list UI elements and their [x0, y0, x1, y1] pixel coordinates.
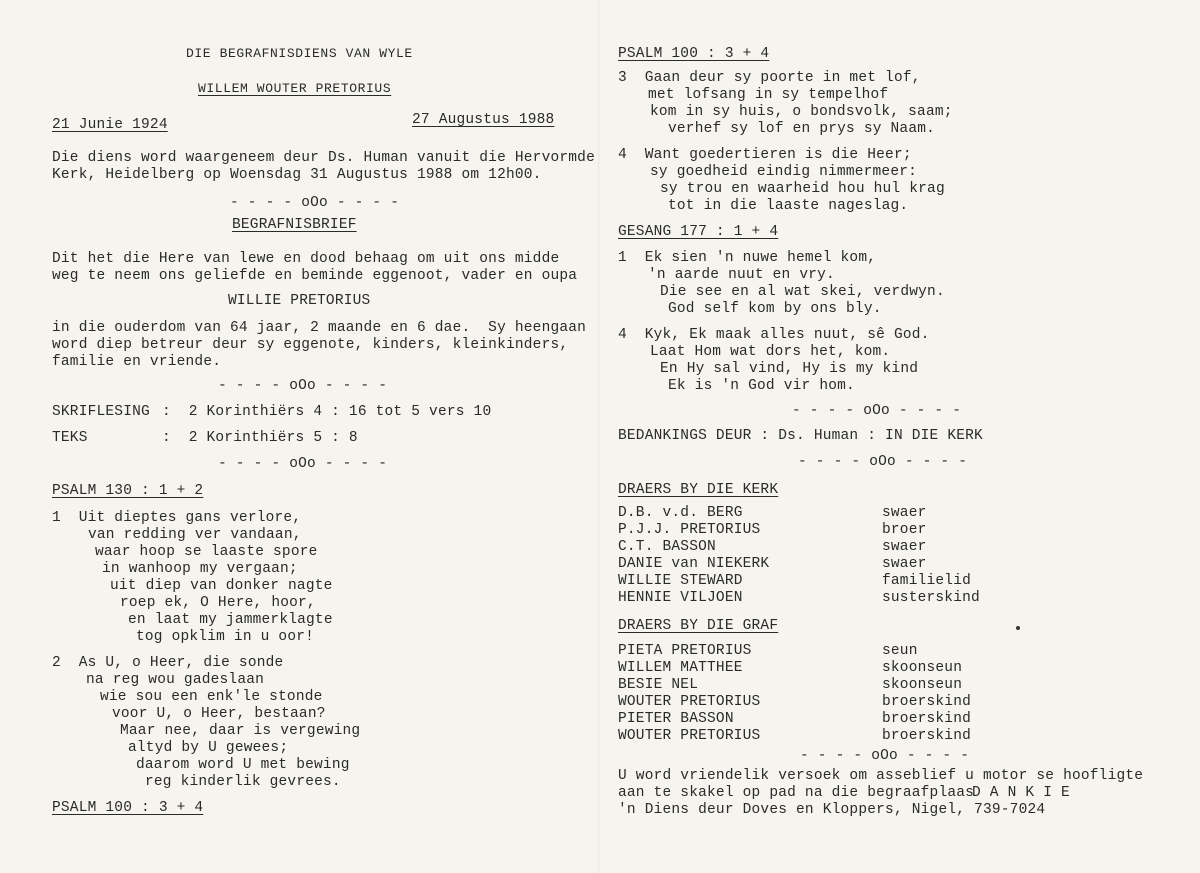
verse-line: God self kom by ons bly.: [668, 301, 882, 317]
bearer-name: PIETER BASSON: [618, 711, 734, 727]
bearer-relation: broerskind: [882, 711, 972, 727]
verse-line: En Hy sal vind, Hy is my kind: [660, 361, 919, 377]
verse-line: wie sou een enk'le stonde: [100, 689, 323, 705]
common-name: WILLIE PRETORIUS: [228, 293, 371, 309]
letter-line-2: weg te neem ons geliefde en beminde eggenoot, vader en oupa: [52, 268, 578, 284]
verse-line: Die see en al wat skei, verdwyn.: [660, 284, 945, 300]
closing-line-1: U word vriendelik versoek om asseblief u motor se hoofligte: [618, 768, 1144, 784]
verse-line: altyd by U gewees;: [128, 740, 289, 756]
verse-line: roep ek, O Here, hoor,: [120, 595, 316, 611]
verse-line: verhef sy lof en prys sy Naam.: [668, 121, 936, 137]
bearer-name: C.T. BASSON: [618, 539, 716, 555]
bearer-relation: swaer: [882, 505, 927, 521]
service-line-2: Kerk, Heidelberg op Woensdag 31 Augustus 1988 om 12h00.: [52, 167, 542, 183]
verse-line: na reg wou gadeslaan: [86, 672, 265, 688]
bearer-name: WILLEM MATTHEE: [618, 660, 743, 676]
verse-line: uit diep van donker nagte: [110, 578, 333, 594]
bearer-relation: seun: [882, 643, 918, 659]
verse-line: met lofsang in sy tempelhof: [648, 87, 889, 103]
verse-line: sy goedheid eindig nimmermeer:: [650, 164, 918, 180]
verse-line: waar hoop se laaste spore: [95, 544, 318, 560]
reading-value: : 2 Korinthiërs 4 : 16 tot 5 vers 10: [162, 404, 492, 420]
verse-line: Ek is 'n God vir hom.: [668, 378, 855, 394]
verse-line: voor U, o Heer, bestaan?: [112, 706, 326, 722]
closing-line-3: 'n Diens deur Doves en Kloppers, Nigel, 739-7024: [618, 802, 1046, 818]
verse-line: 4 Want goedertieren is die Heer;: [618, 147, 912, 163]
separator: - - - - oOo - - - -: [800, 748, 970, 764]
separator: - - - - oOo - - - -: [230, 195, 400, 211]
page-fold: [598, 0, 600, 873]
psalm-100-footer: PSALM 100 : 3 + 4: [52, 800, 204, 816]
bearer-relation: broerskind: [882, 694, 972, 710]
death-date: 27 Augustus 1988: [412, 112, 555, 128]
bearer-name: WILLIE STEWARD: [618, 573, 743, 589]
church-bearers-title: DRAERS BY DIE KERK: [618, 482, 779, 498]
service-line-1: Die diens word waargeneem deur Ds. Human vanuit die Hervormde: [52, 150, 595, 166]
verse-line: 1 Ek sien 'n nuwe hemel kom,: [618, 250, 877, 266]
verse-line: 2 As U, o Heer, die sonde: [52, 655, 284, 671]
verse-line: van redding ver vandaan,: [88, 527, 302, 543]
psalm-130-title: PSALM 130 : 1 + 2: [52, 483, 204, 499]
verse-line: 'n aarde nuut en vry.: [648, 267, 835, 283]
thanks-word: D A N K I E: [972, 785, 1070, 801]
bearer-name: HENNIE VILJOEN: [618, 590, 743, 606]
verse-line: in wanhoop my vergaan;: [102, 561, 298, 577]
bearer-relation: skoonseun: [882, 677, 963, 693]
text-label: TEKS: [52, 430, 88, 446]
thanks-line: BEDANKINGS DEUR : Ds. Human : IN DIE KERK: [618, 428, 983, 444]
verse-line: en laat my jammerklagte: [128, 612, 333, 628]
verse-line: 4 Kyk, Ek maak alles nuut, sê God.: [618, 327, 930, 343]
grave-bearers-title: DRAERS BY DIE GRAF: [618, 618, 779, 634]
separator: - - - - oOo - - - -: [798, 454, 968, 470]
verse-line: daarom word U met bewing: [136, 757, 350, 773]
age-line-3: familie en vriende.: [52, 354, 222, 370]
bearer-name: WOUTER PRETORIUS: [618, 728, 761, 744]
bearer-relation: broerskind: [882, 728, 972, 744]
ink-spot: [1016, 626, 1020, 630]
verse-line: 1 Uit dieptes gans verlore,: [52, 510, 302, 526]
bearer-relation: swaer: [882, 539, 927, 555]
bearer-relation: broer: [882, 522, 927, 538]
bearer-name: DANIE van NIEKERK: [618, 556, 770, 572]
birth-date: 21 Junie 1924: [52, 117, 168, 133]
age-line-2: word diep betreur deur sy eggenote, kinders, kleinkinders,: [52, 337, 569, 353]
age-line-1: in die ouderdom van 64 jaar, 2 maande en 6 dae. Sy heengaan: [52, 320, 587, 336]
bearer-name: P.J.J. PRETORIUS: [618, 522, 761, 538]
verse-line: sy trou en waarheid hou hul krag: [660, 181, 945, 197]
bearer-name: WOUTER PRETORIUS: [618, 694, 761, 710]
closing-line-2: aan te skakel op pad na die begraafplaas: [618, 785, 975, 801]
psalm-100-title: PSALM 100 : 3 + 4: [618, 46, 770, 62]
separator: - - - - oOo - - - -: [218, 456, 388, 472]
bearer-relation: skoonseun: [882, 660, 963, 676]
verse-line: kom in sy huis, o bondsvolk, saam;: [650, 104, 953, 120]
separator: - - - - oOo - - - -: [218, 378, 388, 394]
bearer-relation: swaer: [882, 556, 927, 572]
text-value: : 2 Korinthiërs 5 : 8: [162, 430, 358, 446]
bearer-name: D.B. v.d. BERG: [618, 505, 743, 521]
letter-title: BEGRAFNISBRIEF: [232, 217, 357, 233]
verse-line: tog opklim in u oor!: [136, 629, 315, 645]
programme-heading: DIE BEGRAFNISDIENS VAN WYLE: [186, 46, 413, 61]
separator: - - - - oOo - - - -: [792, 403, 962, 419]
reading-label: SKRIFLESING: [52, 404, 150, 420]
bearer-name: BESIE NEL: [618, 677, 699, 693]
bearer-name: PIETA PRETORIUS: [618, 643, 752, 659]
verse-line: tot in die laaste nageslag.: [668, 198, 909, 214]
verse-line: reg kinderlik gevrees.: [145, 774, 341, 790]
verse-line: Laat Hom wat dors het, kom.: [650, 344, 891, 360]
gesang-177-title: GESANG 177 : 1 + 4: [618, 224, 779, 240]
bearer-relation: susterskind: [882, 590, 980, 606]
deceased-full-name: WILLEM WOUTER PRETORIUS: [198, 81, 392, 96]
verse-line: 3 Gaan deur sy poorte in met lof,: [618, 70, 921, 86]
bearer-relation: familielid: [882, 573, 972, 589]
verse-line: Maar nee, daar is vergewing: [120, 723, 361, 739]
letter-line-1: Dit het die Here van lewe en dood behaag om uit ons midde: [52, 251, 560, 267]
